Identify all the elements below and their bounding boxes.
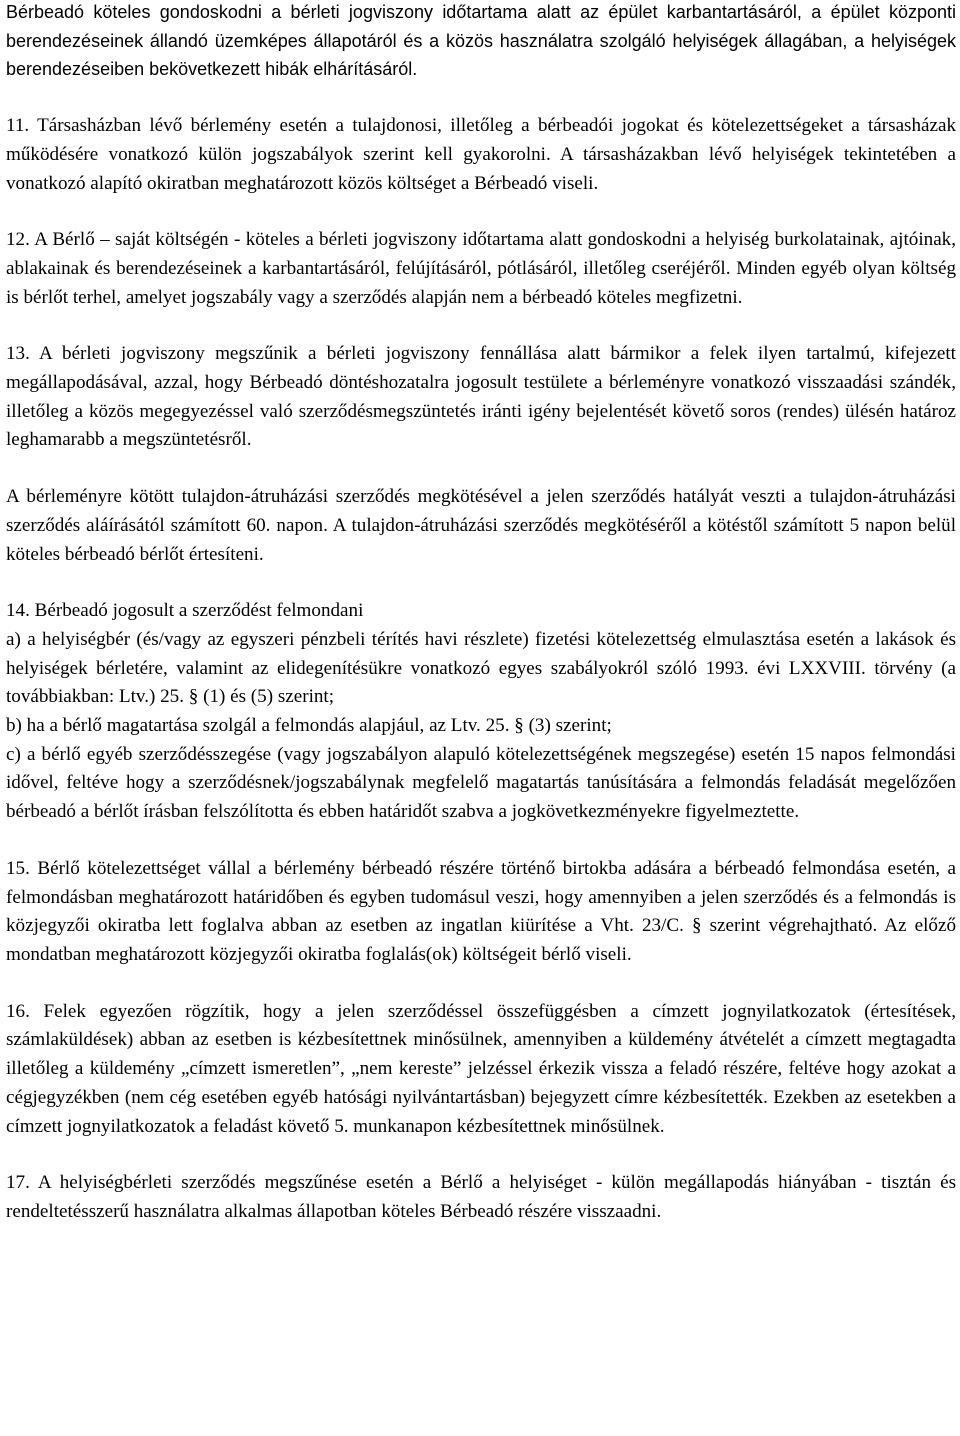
- paragraph-13-transfer: A bérleményre kötött tulajdon-átruházási szerződés megkötésével a jelen szerződés hatályát veszti a tulajdon-átruházási szerződés aláírásától számított 60. napon. A tulajdon-átruházási szerződés megkötéséről a kötéstől számított 5 napon belül köteles bérbeadó bérlőt értesíteni.: [6, 486, 956, 565]
- paragraph-15: 15. Bérlő kötelezettséget vállal a bérlemény bérbeadó részére történő birtokba adására a bérbeadó felmondása esetén, a felmondásban meghatározott határidőben és egyben tudomásul veszi, hogy amennyiben a jelen szerződés és a felmondás is közjegyzői okiratba lett foglalva abban az esetben az ingatlan kiürítése a Vht. 23/C. § szerint végrehajtható. Az előző mondatban meghatározott közjegyzői okiratba foglalás(ok) költségeit bérlő viseli.: [6, 857, 956, 965]
- paragraph-11: 11. Társasházban lévő bérlemény esetén a tulajdonosi, illetőleg a bérbeadói jogokat és kötelezettségeket a társasházak működésére vonatkozó külön jogszabályok szerint kell gyakorolni. A társasházakban lévő helyiségek tekintetében a vonatkozó alapító okiratban meghatározott közös költséget a Bérbeadó viseli.: [6, 115, 956, 194]
- paragraph-13: 13. A bérleti jogviszony megszűnik a bérleti jogviszony fennállása alatt bármikor a felek ilyen tartalmú, kifejezett megállapodásával, azzal, hogy Bérbeadó döntéshozatalra jogosult testülete a bérleményre vonatkozó visszaadási szándék, illetőleg a közös megegyezéssel való szerződésmegszüntetés iránti igény bejelentését követő soros (rendes) ülésén határoz leghamarabb a megszüntetésről.: [6, 343, 956, 451]
- paragraph-14-title: 14. Bérbeadó jogosult a szerződést felmondani: [6, 600, 364, 622]
- intro-paragraph: Bérbeadó köteles gondoskodni a bérleti jogviszony időtartama alatt az épület karbantartásáról, a épület központi berendezéseinek állandó üzemképes állapotáról és a közös használatra szolgáló helyiségek állagában, a helyiségek berendezéseiben bekövetkezett hibák elhárításáról.: [6, 2, 956, 80]
- paragraph-14-c: c) a bérlő egyéb szerződésszegése (vagy jogszabályon alapuló kötelezettségének megszegése) esetén 15 napos felmondási idővel, feltéve hogy a szerződésnek/jogszabálynak megfelelő magatartás tanúsítására a felmondás feladását megelőzően bérbeadó a bérlőt írásban felszólította és ebben határidőt szabva a jogkövetkezményekre figyelmeztette.: [6, 743, 956, 823]
- paragraph-16: 16. Felek egyezően rögzítik, hogy a jelen szerződéssel összefüggésben a címzett jognyilatkozatok (értesítések, számlaküldések) abban az esetben is kézbesítettnek minősülnek, amennyiben a küldemény átvételét a címzett megtagadta illetőleg a küldemény „címzett ismeretlen”, „nem kereste” jelzéssel érkezik vissza a feladó részére, feltéve hogy azokat a cégjegyzékben (nem cég esetében egyéb hatósági nyilvántartásban) bejegyzett címre kézbesítették. Ezekben az esetekben a címzett jognyilatkozatok a feladást követő 5. munkanapon kézbesítettnek minősülnek.: [6, 1000, 956, 1137]
- paragraph-17: 17. A helyiségbérleti szerződés megszűnése esetén a Bérlő a helyiséget - külön megállapodás hiányában - tisztán és rendeltetésszerű használatra alkalmas állapotban köteles Bérbeadó részére visszaadni.: [6, 1172, 956, 1222]
- paragraph-14-b: b) ha a bérlő magatartása szolgál a felmondás alapjául, az Ltv. 25. § (3) szerint;: [6, 715, 612, 737]
- paragraph-14-a: a) a helyiségbér (és/vagy az egyszeri pénzbeli térítés havi részlete) fizetési kötelezettség elmulasztása esetén a lakások és helyiségek bérletére, valamint az elidegenítésükre vonatkozó egyes szabályokról szóló 1993. évi LXXVIII. törvény (a továbbiakban: Ltv.) 25. § (1) és (5) szerint;: [6, 628, 956, 708]
- paragraph-12: 12. A Bérlő – saját költségén - köteles a bérleti jogviszony időtartama alatt gondoskodni a helyiség burkolatainak, ajtóinak, ablakainak és berendezéseinek a karbantartásáról, felújításáról, pótlásáról, illetőleg cseréjéről. Minden egyéb olyan költség is bérlőt terhel, amelyet jogszabály vagy a szerződés alapján nem a bérbeadó köteles megfizetni.: [6, 229, 956, 308]
